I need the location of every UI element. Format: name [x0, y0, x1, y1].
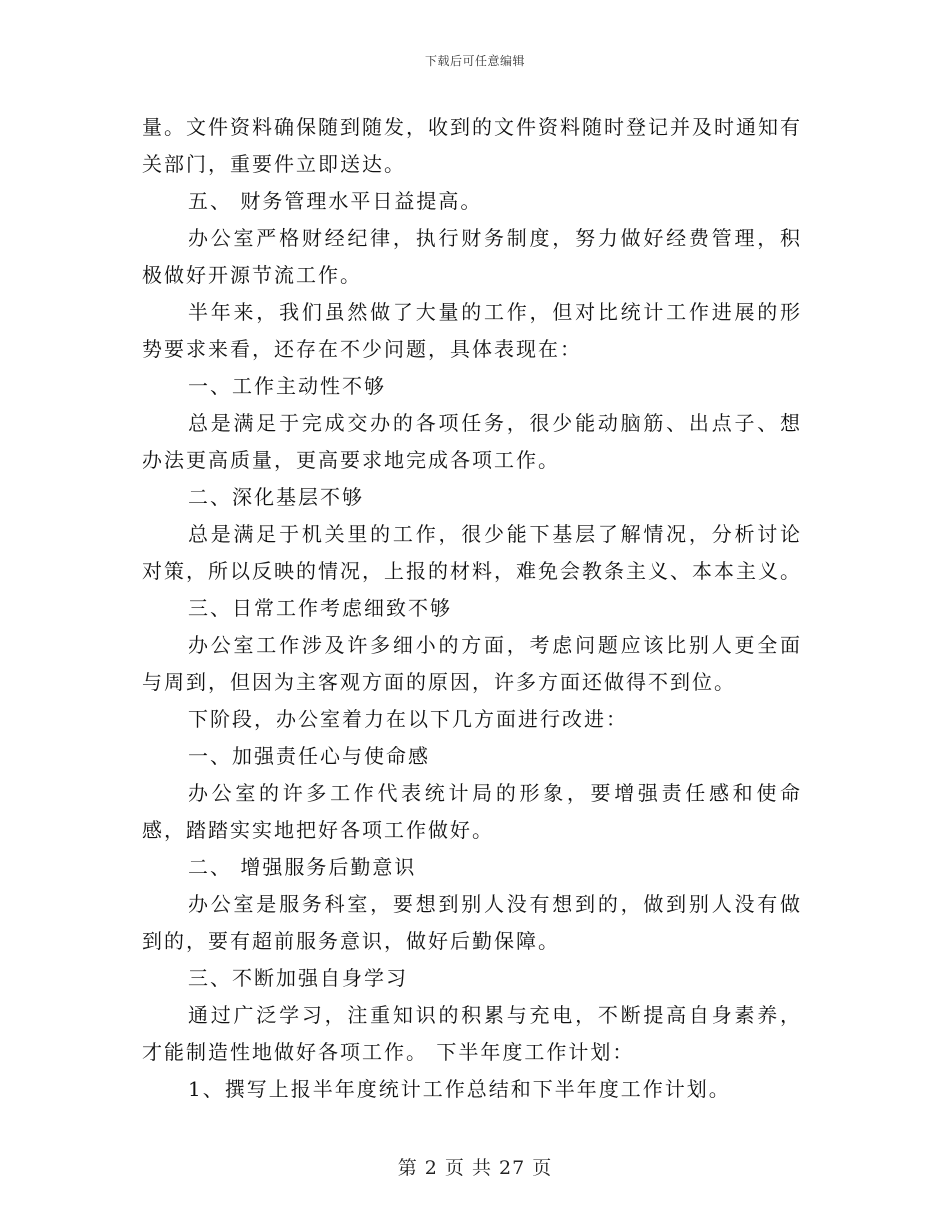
- paragraph: 办公室严格财经纪律，执行财务制度，努力做好经费管理，积极做好开源节流工作。: [142, 226, 802, 287]
- paragraph: 通过广泛学习，注重知识的积累与充电，不断提高自身素养，才能制造性地做好各项工作。 下半年度工作计划：: [142, 1003, 802, 1064]
- paragraph: 办公室是服务科室，要想到别人没有想到的，做到别人没有做到的，要有超前服务意识，做好后勤保障。: [142, 892, 802, 953]
- page-number-footer: 第 2 页 共 27 页: [397, 1157, 553, 1179]
- section-heading: 五、 财务管理水平日益提高。: [188, 189, 483, 213]
- section-heading: 一、加强责任心与使命感: [188, 744, 430, 768]
- section-heading: 一、工作主动性不够: [188, 374, 386, 398]
- section-heading: 三、日常工作考虑细致不够: [188, 596, 452, 620]
- section-heading: 二、深化基层不够: [188, 485, 364, 509]
- section-heading: 二、 增强服务后勤意识: [188, 855, 417, 879]
- paragraph: 量。文件资料确保随到随发，收到的文件资料随时登记并及时通知有关部门，重要件立即送达。: [142, 115, 802, 176]
- document-body: [142, 109, 802, 1108]
- paragraph: 1、撰写上报半年度统计工作总结和下半年度工作计划。: [188, 1077, 731, 1101]
- page-header: 下载后可任意编辑: [424, 54, 525, 68]
- paragraph: 下阶段，办公室着力在以下几方面进行改进：: [188, 707, 628, 731]
- paragraph: 总是满足于完成交办的各项任务，很少能动脑筋、出点子、想办法更高质量，更高要求地完成各项工作。: [142, 411, 802, 472]
- section-heading: 三、不断加强自身学习: [188, 966, 408, 990]
- paragraph: 办公室的许多工作代表统计局的形象，要增强责任感和使命感，踏踏实实地把好各项工作做好。: [142, 781, 802, 842]
- paragraph: 总是满足于机关里的工作，很少能下基层了解情况，分析讨论对策，所以反映的情况，上报的材料，难免会教条主义、本本主义。: [142, 522, 802, 583]
- paragraph: 半年来，我们虽然做了大量的工作，但对比统计工作进展的形势要求来看，还存在不少问题，具体表现在：: [142, 300, 802, 361]
- paragraph: 办公室工作涉及许多细小的方面，考虑问题应该比别人更全面与周到，但因为主客观方面的原因，许多方面还做得不到位。: [142, 633, 802, 694]
